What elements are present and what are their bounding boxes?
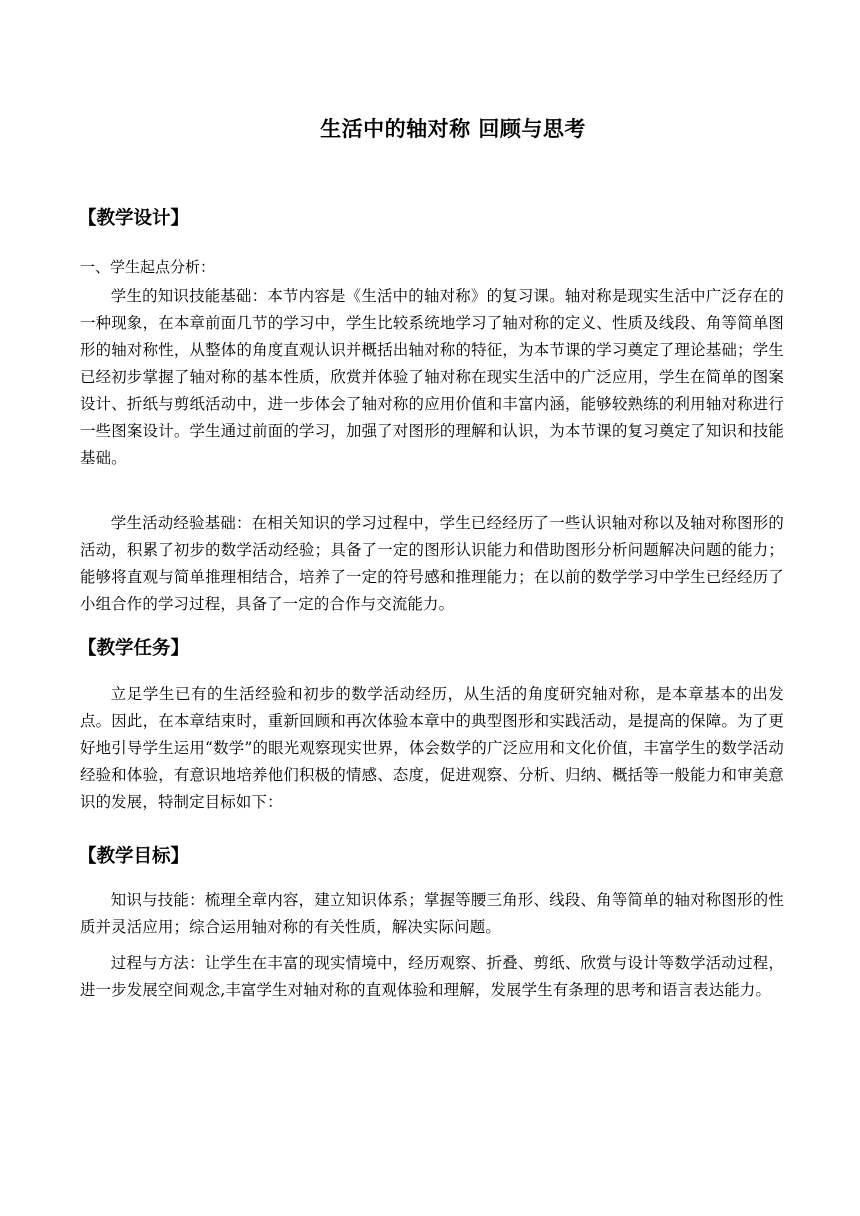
section-heading-teaching-design: 【教学设计】 — [78, 208, 190, 229]
section-heading-teaching-task: 【教学任务】 — [78, 638, 190, 659]
document-title: 生活中的轴对称 回顾与思考 — [320, 117, 586, 141]
subheading-student-analysis: 一、学生起点分析： — [80, 258, 216, 276]
paragraph-teaching-task: 立足学生已有的生活经验和初步的数学活动经历，从生活的角度研究轴对称，是本章基本的出发点。因此，在本章结束时，重新回顾和再次体验本章中的典型图形和实践活动，是提高的保障。为了更好地引导学生运用“数学”的眼光观察现实世界，体会数学的广泛应用和文化价值，丰富学生的数学活动经验和体验，有意识地培养他们积极的情感、态度，促进观察、分析、归纳、概括等一般能力和审美意识的发展，特制定目标如下： — [80, 685, 784, 811]
paragraph-knowledge-skills: 知识与技能：梳理全章内容，建立知识体系；掌握等腰三角形、线段、角等简单的轴对称图形的性质并灵活应用；综合运用轴对称的有关性质，解决实际问题。 — [80, 891, 784, 936]
paragraph-knowledge-basis: 学生的知识技能基础：本节内容是《生活中的轴对称》的复习课。轴对称是现实生活中广泛存在的一种现象，在本章前面几节的学习中，学生比较系统地学习了轴对称的定义、性质及线段、角等简单图形的轴对称性，从整体的角度直观认识并概括出轴对称的特征，为本节课的学习奠定了理论基础；学生已经初步掌握了轴对称的基本性质，欣赏并体验了轴对称在现实生活中的广泛应用，学生在简单的图案设计、折纸与剪纸活动中，进一步体会了轴对称的应用价值和丰富内涵，能够较熟练的利用轴对称进行一些图案设计。学生通过前面的学习，加强了对图形的理解和认识，为本节课的复习奠定了知识和技能基础。 — [80, 287, 784, 467]
paragraph-process-methods: 过程与方法：让学生在丰富的现实情境中，经历观察、折叠、剪纸、欣赏与设计等数学活动过程，进一步发展空间观念,丰富学生对轴对称的直观体验和理解，发展学生有条理的思考和语言表达能力。 — [80, 954, 784, 999]
section-heading-teaching-goals: 【教学目标】 — [78, 846, 190, 867]
paragraph-activity-basis: 学生活动经验基础：在相关知识的学习过程中，学生已经经历了一些认识轴对称以及轴对称图形的活动，积累了初步的数学活动经验；具备了一定的图形认识能力和借助图形分析问题解决问题的能力；能够将直观与简单推理相结合，培养了一定的符号感和推理能力；在以前的数学学习中学生已经经历了小组合作的学习过程，具备了一定的合作与交流能力。 — [80, 514, 784, 613]
